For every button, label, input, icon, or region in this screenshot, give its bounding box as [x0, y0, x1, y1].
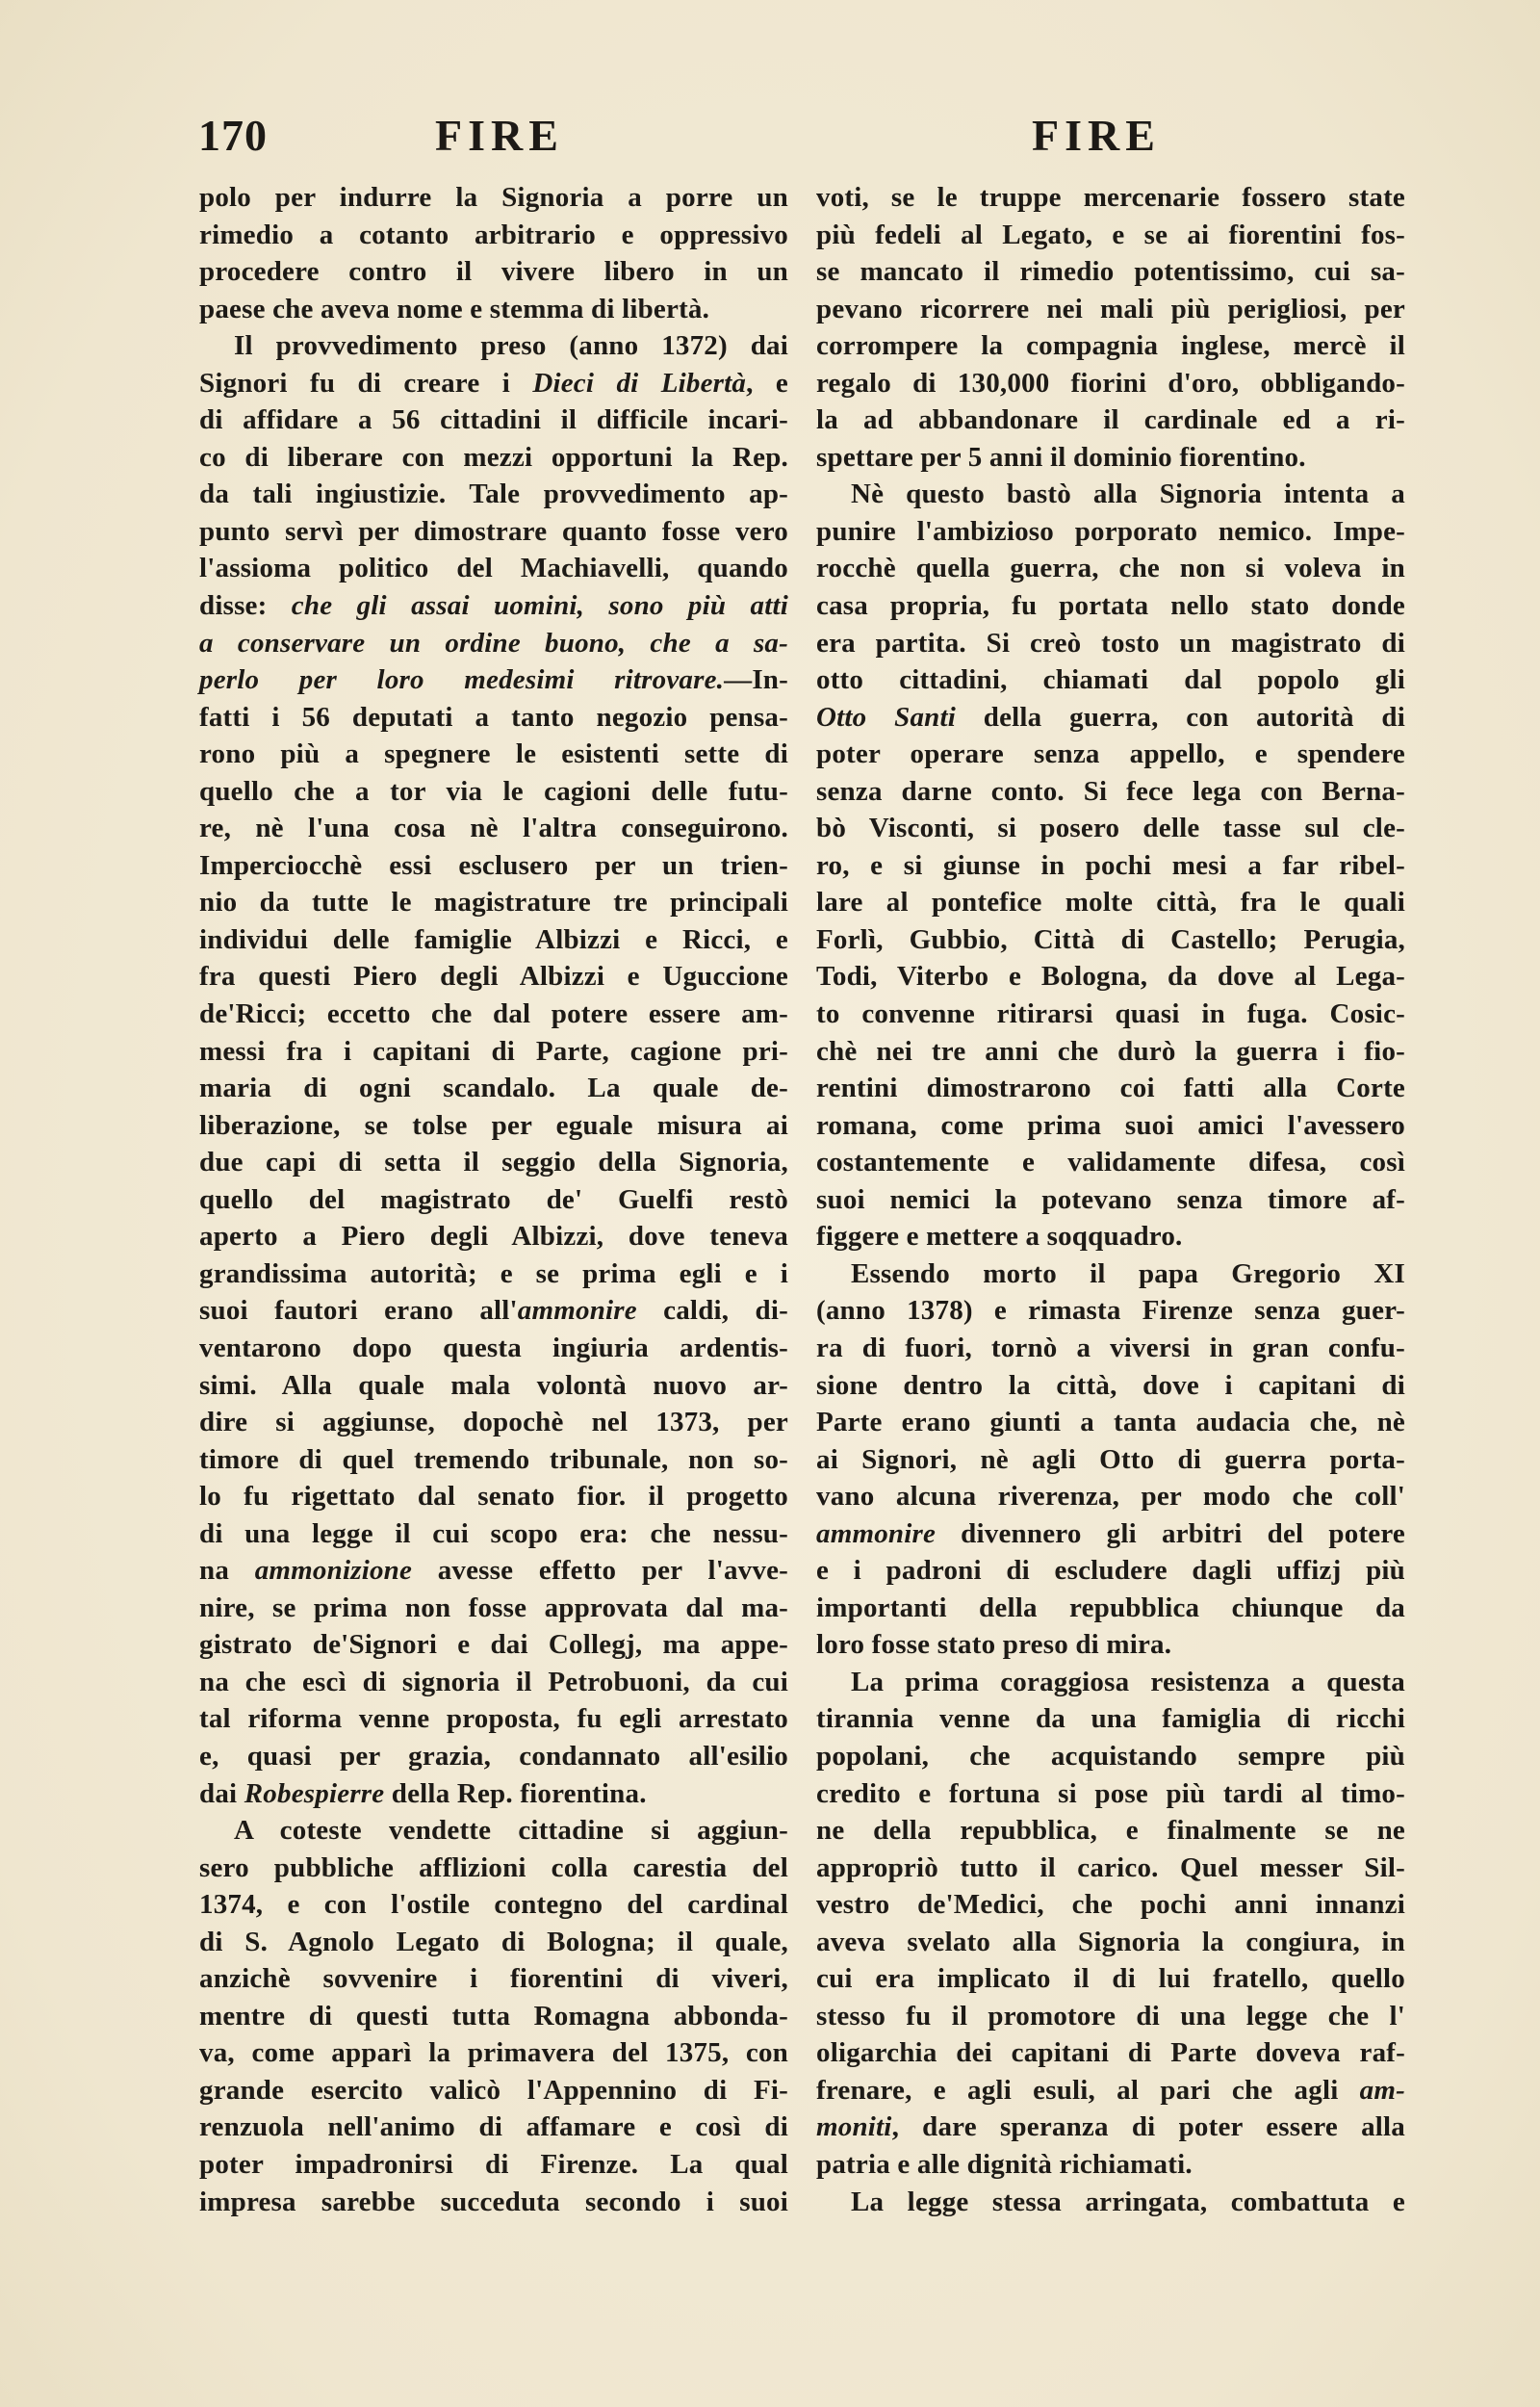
- text-line: [816, 625, 1405, 662]
- line-text: timore di quel tremendo tribunale, non so-: [199, 1443, 788, 1475]
- text-line: [816, 1367, 1405, 1405]
- text-line: [816, 1404, 1405, 1441]
- line-text: punire l'ambizioso porporato nemico. Impe-: [816, 515, 1405, 547]
- text-line: [199, 884, 788, 921]
- line-text: loro fosse stato preso di mira.: [816, 1629, 1172, 1661]
- line-text: di affidare a 56 cittadini il difficile incari-: [199, 404, 788, 436]
- text-line: [816, 921, 1405, 959]
- text-line: [816, 513, 1405, 551]
- line-text: quello che a tor via le cagioni delle futu-: [199, 775, 788, 807]
- text-line: [199, 439, 788, 477]
- text-line: [199, 1367, 788, 1405]
- italic-text: am-: [1359, 2074, 1405, 2106]
- text-line: [199, 1552, 788, 1590]
- text-line: [199, 699, 788, 737]
- text-line: [199, 476, 788, 513]
- line-text: ro, e si giunse in pochi mesi a far ribel-: [816, 849, 1405, 881]
- line-text: liberazione, se tolse per eguale misura ai: [199, 1109, 788, 1141]
- line-text: simi. Alla quale mala volontà nuovo ar-: [199, 1369, 788, 1401]
- line-text: Nè questo bastò alla Signoria intenta a: [851, 479, 1405, 510]
- text-line: [816, 1886, 1405, 1924]
- line-text: avesse effetto per l'avve-: [412, 1555, 788, 1587]
- running-head-right: FIRE: [1032, 111, 1161, 160]
- text-line: [816, 773, 1405, 811]
- line-text: spettare per 5 anni il dominio fiorentino.: [816, 441, 1306, 473]
- line-text: bò Visconti, si posero delle tasse sul cle-: [816, 813, 1405, 844]
- line-text: va, come apparì la primavera del 1375, con: [199, 2037, 788, 2069]
- line-text: impresa sarebbe succeduta secondo i suoi: [199, 2186, 788, 2217]
- line-text: maria di ogni scandalo. La quale de-: [199, 1073, 788, 1104]
- text-line: [816, 1144, 1405, 1181]
- text-line: [199, 1998, 788, 2035]
- text-line: [816, 1626, 1405, 1664]
- text-line: [199, 1924, 788, 1961]
- italic-text: ammonizione: [254, 1555, 413, 1587]
- text-line: [816, 253, 1405, 291]
- line-text: vano alcuna riverenza, per modo che coll': [816, 1481, 1405, 1513]
- text-line: [199, 179, 788, 217]
- line-text: divennero gli arbitri del potere: [936, 1517, 1405, 1549]
- italic-text: Robespierre: [244, 1777, 385, 1809]
- line-text: più fedeli al Legato, e se ai fiorentini fos-: [816, 219, 1405, 250]
- line-text: dai: [199, 1777, 244, 1809]
- text-line: [816, 291, 1405, 328]
- line-text: vestro de'Medici, che pochi anni innanzi: [816, 1889, 1405, 1921]
- text-line: [199, 1330, 788, 1367]
- line-text: suoi fautori erano all': [199, 1295, 518, 1327]
- line-text: , dare speranza di poter essere alla: [891, 2111, 1405, 2143]
- line-text: ventarono dopo questa ingiuria ardentis-: [199, 1332, 788, 1363]
- text-line: [199, 2146, 788, 2184]
- line-text: co di liberare con mezzi opportuni la Rep.: [199, 441, 788, 473]
- line-text: e, quasi per grazia, condannato all'esilio: [199, 1740, 788, 1772]
- text-line: [199, 1960, 788, 1998]
- text-line: [816, 1033, 1405, 1071]
- line-text: caldi, di-: [636, 1295, 788, 1327]
- left-text-column: [199, 179, 788, 2220]
- line-text: polo per indurre la Signoria a porre un: [199, 182, 788, 213]
- line-text: dire si aggiunse, dopochè nel 1373, per: [199, 1407, 788, 1438]
- text-line: [816, 1552, 1405, 1590]
- line-text: popolani, che acquistando sempre più: [816, 1740, 1405, 1772]
- text-line: [199, 773, 788, 811]
- line-text: de'Ricci; eccetto che dal potere essere am-: [199, 998, 788, 1030]
- text-line: [816, 736, 1405, 773]
- text-line: [199, 2034, 788, 2072]
- italic-text: perlo per loro medesimi ritrovare.: [199, 664, 725, 696]
- line-text: stesso fu il promotore di una legge che l': [816, 2000, 1405, 2032]
- text-line: [199, 2184, 788, 2221]
- line-text: ai Signori, nè agli Otto di guerra porta-: [816, 1443, 1405, 1475]
- line-text: regalo di 130,000 fiorini d'oro, obbligando-: [816, 367, 1405, 399]
- text-line: [816, 1590, 1405, 1627]
- line-text: na: [199, 1555, 255, 1587]
- line-text: —In-: [724, 664, 788, 696]
- text-line: [199, 1812, 788, 1850]
- text-line: [199, 291, 788, 328]
- text-line: [816, 1218, 1405, 1255]
- line-text: importanti della repubblica chiunque da: [816, 1592, 1405, 1623]
- line-text: Parte erano giunti a tanta audacia che, nè: [816, 1407, 1405, 1438]
- text-line: [816, 1738, 1405, 1775]
- text-line: [816, 1700, 1405, 1738]
- line-text: due capi di setta il seggio della Signoria,: [199, 1147, 788, 1178]
- text-line: [199, 1775, 788, 1813]
- text-line: [199, 1441, 788, 1479]
- line-text: Signori fu di creare i: [199, 367, 533, 399]
- italic-text: Dieci di Libertà: [532, 367, 747, 399]
- text-line: [816, 2146, 1405, 2184]
- text-line: [199, 1515, 788, 1553]
- text-line: [816, 1515, 1405, 1553]
- line-text: della Rep. fiorentina.: [384, 1777, 647, 1809]
- text-line: [199, 401, 788, 439]
- line-text: La prima coraggiosa resistenza a questa: [851, 1666, 1405, 1697]
- line-text: suoi nemici la potevano senza timore af-: [816, 1183, 1405, 1215]
- line-text: paese che aveva nome e stemma di libertà.: [199, 293, 710, 324]
- line-text: l'assioma politico del Machiavelli, quando: [199, 553, 788, 584]
- text-line: [816, 217, 1405, 254]
- italic-text: ammonire: [816, 1517, 937, 1549]
- text-line: [816, 439, 1405, 477]
- line-text: individui delle famiglie Albizzi e Ricci, e: [199, 923, 788, 955]
- line-text: punto servì per dimostrare quanto fosse vero: [199, 515, 788, 547]
- line-text: voti, se le truppe mercenarie fossero state: [816, 182, 1405, 213]
- text-line: [199, 2072, 788, 2109]
- line-text: disse:: [199, 590, 292, 622]
- text-line: [199, 1070, 788, 1107]
- line-text: re, nè l'una cosa nè l'altra conseguirono.: [199, 813, 788, 844]
- text-line: [199, 1700, 788, 1738]
- text-line: [199, 1255, 788, 1293]
- text-line: [199, 847, 788, 885]
- text-line: [199, 625, 788, 662]
- text-line: [816, 550, 1405, 587]
- text-line: [816, 2109, 1405, 2146]
- italic-text: che gli assai uomini, sono più atti: [291, 590, 788, 622]
- line-text: chè nei tre anni che durò la guerra i fio-: [816, 1035, 1405, 1067]
- line-text: to convenne ritirarsi quasi in fuga. Cosic-: [816, 998, 1405, 1030]
- text-line: [816, 1441, 1405, 1479]
- text-line: [199, 1033, 788, 1071]
- text-line: [816, 1960, 1405, 1998]
- text-line: [199, 996, 788, 1033]
- text-line: [816, 365, 1405, 402]
- line-text: sione dentro la città, dove i capitani di: [816, 1369, 1405, 1401]
- text-line: [199, 1590, 788, 1627]
- text-line: [199, 1738, 788, 1775]
- italic-text: Otto Santi: [816, 701, 956, 733]
- line-text: rentini dimostrarono coi fatti alla Corte: [816, 1073, 1405, 1104]
- text-line: [199, 1478, 788, 1515]
- text-line: [816, 1664, 1405, 1701]
- text-line: [816, 587, 1405, 625]
- text-line: [816, 179, 1405, 217]
- page-number: 170: [198, 111, 268, 160]
- text-line: [199, 810, 788, 847]
- line-text: lare al pontefice molte città, fra le quali: [816, 887, 1405, 919]
- line-text: figgere e mettere a soqquadro.: [816, 1221, 1183, 1253]
- text-line: [199, 1404, 788, 1441]
- line-text: messi fra i capitani di Parte, cagione pri-: [199, 1035, 788, 1067]
- line-text: da tali ingiustizie. Tale provvedimento ap-: [199, 479, 788, 510]
- line-text: oligarchia dei capitani di Parte doveva raf-: [816, 2037, 1405, 2069]
- line-text: aveva svelato alla Signoria la congiura, in: [816, 1926, 1405, 1957]
- line-text: A coteste vendette cittadine si aggiun-: [234, 1815, 788, 1847]
- right-text-column: [816, 179, 1405, 2220]
- text-line: [199, 253, 788, 291]
- text-line: [199, 1886, 788, 1924]
- text-line: [199, 1218, 788, 1255]
- running-head-left: FIRE: [435, 111, 564, 160]
- line-text: corrompere la compagnia inglese, mercè il: [816, 330, 1405, 362]
- text-line: [816, 1924, 1405, 1961]
- text-line: [199, 736, 788, 773]
- text-line: [816, 1255, 1405, 1293]
- line-text: La legge stessa arringata, combattuta e: [851, 2186, 1405, 2217]
- line-text: quello del magistrato de' Guelfi restò: [199, 1183, 788, 1215]
- line-text: rimedio a cotanto arbitrario e oppressivo: [199, 219, 788, 250]
- text-line: [199, 1107, 788, 1145]
- text-line: [816, 1181, 1405, 1219]
- line-text: gistrato de'Signori e dai Collegj, ma appe-: [199, 1629, 788, 1661]
- text-line: [816, 1107, 1405, 1145]
- line-text: otto cittadini, chiamati dal popolo gli: [816, 664, 1405, 696]
- text-line: [199, 2109, 788, 2146]
- text-line: [199, 1181, 788, 1219]
- text-line: [199, 1292, 788, 1330]
- line-text: casa propria, fu portata nello stato donde: [816, 590, 1405, 622]
- line-text: Todi, Viterbo e Bologna, da dove al Lega-: [816, 961, 1405, 993]
- text-line: [816, 884, 1405, 921]
- line-text: fra questi Piero degli Albizzi e Uguccione: [199, 961, 788, 993]
- text-line: [816, 661, 1405, 699]
- text-line: [816, 327, 1405, 365]
- line-text: poter operare senza appello, e spendere: [816, 738, 1405, 770]
- line-text: credito e fortuna si pose più tardi al timo-: [816, 1777, 1405, 1809]
- line-text: renzuola nell'animo di affamare e così di: [199, 2111, 788, 2143]
- line-text: Essendo morto il papa Gregorio XI: [851, 1257, 1405, 1289]
- text-line: [199, 513, 788, 551]
- line-text: procedere contro il vivere libero in un: [199, 256, 788, 288]
- text-line: [816, 699, 1405, 737]
- line-text: , e: [746, 367, 788, 399]
- text-line: [816, 1292, 1405, 1330]
- text-line: [816, 1998, 1405, 2035]
- line-text: Imperciocchè essi esclusero per un trien-: [199, 849, 788, 881]
- line-text: appropriò tutto il carico. Quel messer Sil-: [816, 1851, 1405, 1883]
- text-line: [199, 921, 788, 959]
- text-line: [199, 661, 788, 699]
- text-line: [816, 1478, 1405, 1515]
- line-text: senza darne conto. Si fece lega con Berna-: [816, 775, 1405, 807]
- line-text: ra di fuori, tornò a viversi in gran confu-: [816, 1332, 1405, 1363]
- line-text: pevano ricorrere nei mali più perigliosi, per: [816, 293, 1405, 324]
- text-line: [199, 550, 788, 587]
- line-text: tal riforma venne proposta, fu egli arrestato: [199, 1703, 788, 1735]
- italic-text: a conservare un ordine buono, che a sa-: [199, 627, 788, 659]
- text-line: [199, 587, 788, 625]
- line-text: anzichè sovvenire i fiorentini di viveri,: [199, 1963, 788, 1995]
- text-line: [199, 1626, 788, 1664]
- line-text: ne della repubblica, e finalmente se ne: [816, 1815, 1405, 1847]
- italic-text: moniti: [816, 2111, 892, 2143]
- text-line: [199, 1144, 788, 1181]
- line-text: frenare, e agli esuli, al pari che agli: [816, 2074, 1360, 2106]
- text-line: [199, 327, 788, 365]
- line-text: se mancato il rimedio potentissimo, cui sa-: [816, 256, 1405, 288]
- text-line: [816, 2072, 1405, 2109]
- line-text: Il provvedimento preso (anno 1372) dai: [234, 330, 788, 362]
- text-line: [816, 476, 1405, 513]
- text-line: [816, 1812, 1405, 1850]
- line-text: nire, se prima non fosse approvata dal ma-: [199, 1592, 788, 1623]
- text-line: [199, 365, 788, 402]
- line-text: rono più a spegnere le esistenti sette di: [199, 738, 788, 770]
- line-text: 1374, e con l'ostile contegno del cardinal: [199, 1889, 788, 1921]
- italic-text: ammonire: [517, 1295, 637, 1327]
- line-text: la ad abbandonare il cardinale ed a ri-: [816, 404, 1405, 436]
- line-text: romana, come prima suoi amici l'avessero: [816, 1109, 1405, 1141]
- text-line: [816, 1850, 1405, 1887]
- text-line: [816, 2184, 1405, 2221]
- line-text: di una legge il cui scopo era: che nessu-: [199, 1517, 788, 1549]
- line-text: Forlì, Gubbio, Città di Castello; Perugia,: [816, 923, 1405, 955]
- line-text: cui era implicato il di lui fratello, quello: [816, 1963, 1405, 1995]
- text-line: [199, 217, 788, 254]
- text-line: [816, 958, 1405, 996]
- line-text: della guerra, con autorità di: [956, 701, 1405, 733]
- text-line: [816, 401, 1405, 439]
- text-line: [816, 1330, 1405, 1367]
- line-text: mentre di questi tutta Romagna abbonda-: [199, 2000, 788, 2032]
- line-text: patria e alle dignità richiamati.: [816, 2148, 1193, 2180]
- text-line: [199, 1850, 788, 1887]
- line-text: era partita. Si creò tosto un magistrato di: [816, 627, 1405, 659]
- line-text: fatti i 56 deputati a tanto negozio pensa-: [199, 701, 788, 733]
- line-text: (anno 1378) e rimasta Firenze senza guer-: [816, 1295, 1405, 1327]
- line-text: di S. Agnolo Legato di Bologna; il quale,: [199, 1926, 788, 1957]
- text-line: [816, 996, 1405, 1033]
- text-line: [816, 810, 1405, 847]
- text-line: [816, 1775, 1405, 1813]
- line-text: grande esercito valicò l'Appennino di Fi-: [199, 2074, 788, 2106]
- text-line: [199, 958, 788, 996]
- line-text: rocchè quella guerra, che non si voleva in: [816, 553, 1405, 584]
- line-text: grandissima autorità; e se prima egli e i: [199, 1257, 788, 1289]
- line-text: poter impadronirsi di Firenze. La qual: [199, 2148, 788, 2180]
- line-text: nio da tutte le magistrature tre principali: [199, 887, 788, 919]
- line-text: e i padroni di escludere dagli uffizj più: [816, 1555, 1405, 1587]
- text-line: [816, 1070, 1405, 1107]
- text-line: [816, 847, 1405, 885]
- text-line: [199, 1664, 788, 1701]
- line-text: aperto a Piero degli Albizzi, dove teneva: [199, 1221, 788, 1253]
- line-text: na che escì di signoria il Petrobuoni, da cui: [199, 1666, 788, 1697]
- line-text: sero pubbliche afflizioni colla carestia del: [199, 1851, 788, 1883]
- line-text: tirannia venne da una famiglia di ricchi: [816, 1703, 1405, 1735]
- text-line: [816, 2034, 1405, 2072]
- line-text: lo fu rigettato dal senato fior. il progetto: [199, 1481, 788, 1513]
- line-text: costantemente e validamente difesa, così: [816, 1147, 1405, 1178]
